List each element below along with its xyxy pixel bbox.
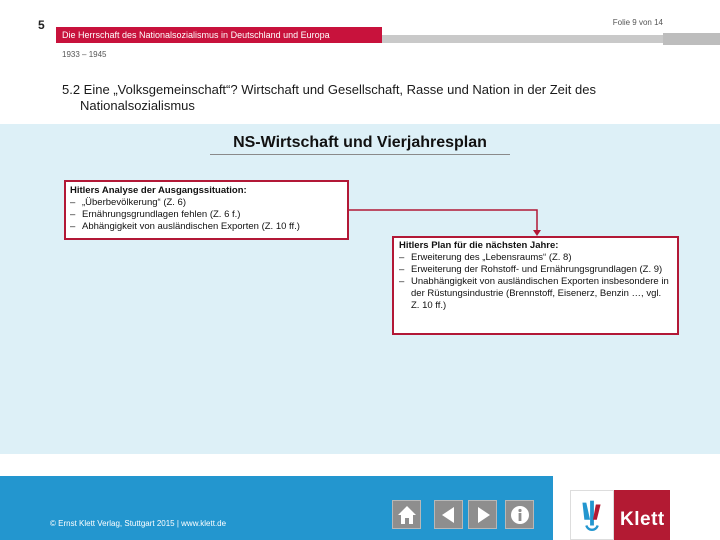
analysis-item: – „Überbevölkerung“ (Z. 6): [70, 197, 343, 209]
copyright-text: © Ernst Klett Verlag, Stuttgart 2015 | www.klett.de: [50, 519, 227, 528]
lesson-heading: [62, 82, 702, 114]
title-bar-gray-tab: [663, 33, 720, 45]
section-title: NS-Wirtschaft und Vierjahresplan: [233, 134, 487, 151]
next-button[interactable]: [468, 500, 497, 529]
section-title-underline: [210, 154, 510, 155]
chapter-number: 5: [38, 18, 45, 32]
analysis-box: [64, 180, 349, 240]
info-icon: [509, 504, 531, 526]
home-icon: [396, 504, 418, 526]
lesson-heading-line2: Nationalsozialismus: [80, 98, 195, 113]
klett-logo-emblem: [570, 490, 614, 540]
footer-gap: [0, 454, 720, 476]
klett-emblem-icon: [571, 491, 613, 539]
plan-box: [392, 236, 679, 335]
next-icon: [472, 504, 494, 526]
plan-item: – Unabhängigkeit von ausländischen Exporten insbesondere in der Rüstungsindustrie (Brennstoff, Eisenerz, Benzin …, vgl. Z. 10 ff.): [399, 276, 672, 312]
analysis-item: – Ernährungsgrundlagen fehlen (Z. 6 f.): [70, 209, 343, 221]
plan-item: – Erweiterung der Rohstoff- und Ernährungsgrundlagen (Z. 9): [399, 264, 672, 276]
lesson-heading-line1: 5.2 Eine „Volksgemeinschaft“? Wirtschaft und Gesellschaft, Rasse und Nation in der Zeit des: [62, 82, 596, 97]
analysis-item: – Abhängigkeit von ausländischen Exporten (Z. 10 ff.): [70, 221, 343, 233]
analysis-box-heading: Hitlers Analyse der Ausgangssituation:: [70, 185, 247, 196]
info-button[interactable]: [505, 500, 534, 529]
home-button[interactable]: [392, 500, 421, 529]
previous-icon: [438, 504, 460, 526]
slide-counter: Folie 9 von 14: [612, 18, 663, 27]
previous-button[interactable]: [434, 500, 463, 529]
chapter-title-bar: [56, 27, 382, 43]
plan-box-heading: Hitlers Plan für die nächsten Jahre:: [399, 240, 559, 251]
klett-logo-text: Klett: [620, 509, 665, 530]
chapter-title: Die Herrschaft des Nationalsozialismus in Deutschland und Europa: [62, 30, 330, 40]
plan-item: – Erweiterung des „Lebensraums“ (Z. 8): [399, 252, 672, 264]
period-label: 1933 – 1945: [62, 50, 107, 59]
